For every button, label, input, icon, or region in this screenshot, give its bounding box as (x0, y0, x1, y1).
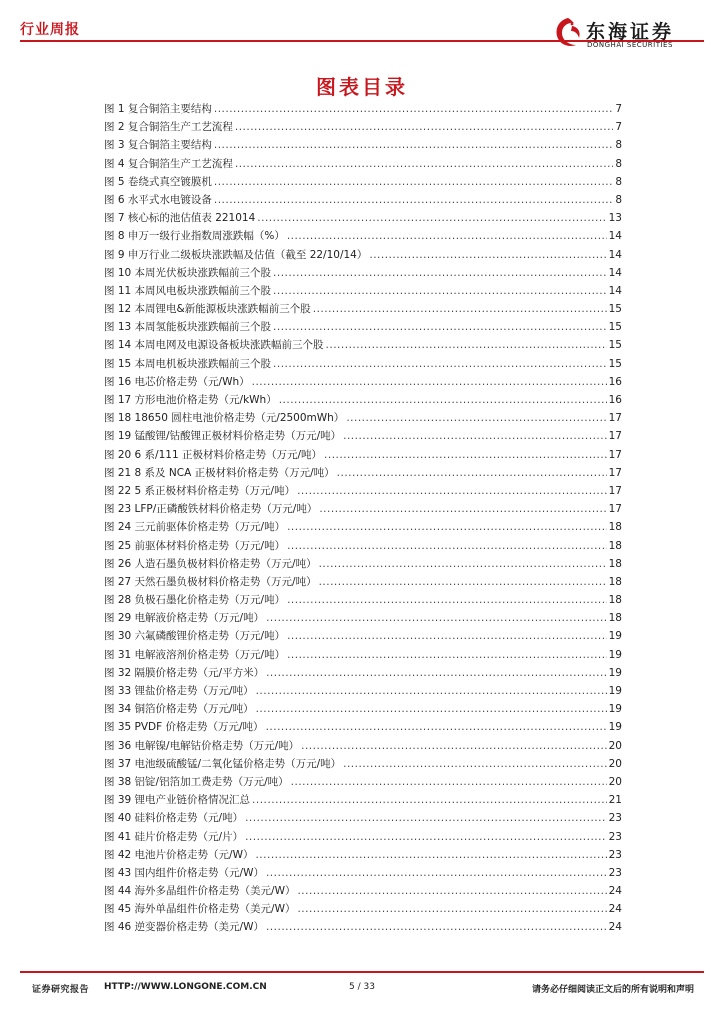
footer-page-number: 5 / 33 (349, 982, 375, 992)
toc-dot-leader (297, 485, 607, 497)
toc-dot-leader (266, 921, 607, 933)
toc-dot-leader (313, 303, 607, 315)
toc-entry-page: 17 (608, 484, 622, 497)
footer-disclaimer: 请务必仔细阅读正文后的所有说明和声明 (531, 985, 694, 995)
toc-dot-leader (266, 667, 607, 679)
toc-dot-leader (256, 703, 607, 715)
toc-dot-leader (252, 794, 607, 806)
toc-entry-page: 20 (608, 757, 622, 770)
toc-entry-label: 图 42 电池片价格走势（元/W） (104, 848, 254, 861)
toc-entry-page: 23 (608, 848, 622, 861)
toc-dot-leader (287, 649, 607, 661)
toc-entry-label: 图 29 电解液价格走势（万元/吨） (104, 612, 265, 625)
toc-dot-leader (273, 285, 607, 297)
toc-entry-page: 24 (608, 903, 622, 916)
toc-entry-label: 图 46 逆变器价格走势（美元/W） (104, 921, 264, 934)
toc-dot-leader (256, 685, 607, 697)
toc-entry[interactable] (104, 283, 622, 301)
toc-entry-label: 图 44 海外多晶组件价格走势（美元/W） (104, 885, 296, 898)
toc-entry-label: 图 21 8 系及 NCA 正极材料价格走势（万元/吨） (104, 466, 335, 479)
toc-entry-label: 图 22 5 系正极材料价格走势（万元/吨） (104, 484, 296, 497)
toc-entry-page: 18 (608, 594, 622, 607)
toc-entry[interactable] (104, 756, 622, 774)
logo-chinese-name: 东海证券 (586, 21, 675, 43)
toc-entry[interactable] (104, 574, 622, 592)
toc-dot-leader (287, 594, 607, 606)
toc-dot-leader (266, 721, 607, 733)
toc-entry-page: 19 (608, 703, 622, 716)
toc-entry-page: 18 (608, 612, 622, 625)
footer-website-link[interactable]: HTTP://WWW.LONGONE.COM.CN (104, 982, 267, 992)
toc-entry[interactable] (104, 719, 622, 737)
toc-entry[interactable] (104, 883, 622, 901)
company-logo (552, 16, 702, 52)
logo-english-name: DONGHAI SECURITIES (587, 41, 673, 49)
toc-entry-label: 图 45 海外单晶组件价格走势（美元/W） (104, 903, 296, 916)
toc-entry[interactable] (104, 265, 622, 283)
toc-entry[interactable] (104, 501, 622, 519)
toc-entry[interactable] (104, 174, 622, 192)
toc-entry-page: 19 (608, 666, 622, 679)
toc-entry[interactable] (104, 210, 622, 228)
toc-entry[interactable] (104, 337, 622, 355)
toc-entry[interactable] (104, 356, 622, 374)
toc-entry-page: 13 (608, 212, 622, 225)
toc-entry-label: 图 35 PVDF 价格走势（万元/吨） (104, 721, 264, 734)
toc-entry-label: 图 4 复合铜箔生产工艺流程 (104, 157, 233, 170)
toc-dot-leader (287, 540, 607, 552)
toc-entry[interactable] (104, 410, 622, 428)
toc-entry-label: 图 27 天然石墨负极材料价格走势（万元/吨） (104, 575, 317, 588)
toc-dot-leader (301, 740, 607, 752)
toc-entry-page: 14 (608, 266, 622, 279)
toc-entry-page: 24 (608, 921, 622, 934)
toc-dot-leader (319, 576, 607, 588)
toc-dot-leader (324, 449, 607, 461)
toc-dot-leader (343, 430, 607, 442)
toc-dot-leader (235, 121, 613, 133)
toc-entry-label: 图 25 前驱体材料价格走势（万元/吨） (104, 539, 286, 552)
footer-report-label: 证券研究报告 (32, 985, 90, 995)
toc-dot-leader (266, 612, 607, 624)
toc-entry[interactable] (104, 192, 622, 210)
toc-dot-leader (214, 103, 613, 115)
toc-entry-label: 图 12 本周锂电&新能源板块涨跌幅前三个股 (104, 303, 311, 316)
toc-entry-page: 14 (608, 284, 622, 297)
toc-entry-page: 8 (615, 157, 622, 170)
toc-entry[interactable] (104, 319, 622, 337)
toc-entry[interactable] (104, 519, 622, 537)
toc-entry[interactable] (104, 701, 622, 719)
toc-dot-leader (266, 867, 607, 879)
toc-entry-page: 21 (608, 794, 622, 807)
toc-dot-leader (319, 503, 606, 515)
toc-entry[interactable] (104, 447, 622, 465)
toc-entry-page: 14 (608, 230, 622, 243)
toc-entry[interactable] (104, 810, 622, 828)
toc-dot-leader (245, 831, 607, 843)
toc-entry-label: 图 1 复合铜箔主要结构 (104, 103, 212, 115)
toc-entry-label: 图 20 6 系/111 正极材料价格走势（万元/吨） (104, 448, 323, 461)
toc-entry-label: 图 15 本周电机板块涨跌幅前三个股 (104, 357, 272, 370)
toc-entry[interactable] (104, 865, 622, 883)
toc-list (104, 101, 622, 938)
toc-entry-label: 图 8 申万一级行业指数周涨跌幅（%） (104, 230, 285, 243)
toc-entry[interactable] (104, 665, 622, 683)
toc-entry-label: 图 17 方形电池价格走势（元/kWh） (104, 394, 277, 406)
toc-entry-page: 18 (608, 521, 622, 534)
toc-entry[interactable] (104, 792, 622, 810)
toc-entry-page: 17 (608, 412, 622, 425)
dragon-logo-icon (552, 16, 584, 50)
toc-entry[interactable] (104, 428, 622, 446)
toc-entry-label: 图 33 锂盐价格走势（万元/吨） (104, 685, 254, 697)
toc-dot-leader (287, 230, 607, 242)
toc-dot-leader (291, 776, 607, 788)
toc-dot-leader (273, 321, 607, 333)
report-type-label: 行业周报 (20, 22, 80, 38)
toc-entry-label: 图 39 锂电产业链价格情况汇总 (104, 794, 251, 807)
toc-entry-page: 23 (608, 812, 622, 825)
toc-entry-page: 16 (608, 394, 622, 406)
toc-entry[interactable] (104, 847, 622, 865)
toc-entry-page: 18 (608, 575, 622, 588)
toc-entry-page: 18 (608, 557, 622, 570)
toc-entry[interactable] (104, 738, 622, 756)
toc-entry-page: 23 (608, 830, 622, 843)
toc-entry-page: 24 (608, 885, 622, 898)
toc-entry-label: 图 10 本周光伏板块涨跌幅前三个股 (104, 266, 272, 279)
toc-dot-leader (297, 885, 606, 897)
toc-entry-label: 图 30 六氟磷酸锂价格走势（万元/吨） (104, 630, 286, 643)
toc-entry-page: 16 (608, 375, 622, 388)
toc-entry-label: 图 26 人造石墨负极材料价格走势（万元/吨） (104, 557, 317, 570)
toc-entry[interactable] (104, 374, 622, 392)
toc-dot-leader (287, 521, 607, 533)
toc-dot-leader (214, 176, 613, 188)
toc-entry-page: 15 (608, 357, 622, 370)
toc-entry[interactable] (104, 610, 622, 628)
toc-entry-page: 15 (608, 321, 622, 334)
toc-entry-label: 图 2 复合铜箔生产工艺流程 (104, 121, 233, 134)
toc-entry[interactable] (104, 137, 622, 155)
toc-entry-page: 14 (608, 248, 622, 261)
toc-entry-label: 图 19 锰酸锂/钴酸锂正极材料价格走势（万元/吨） (104, 430, 342, 443)
toc-entry[interactable] (104, 119, 622, 137)
toc-entry-label: 图 31 电解液溶剂价格走势（万元/吨） (104, 648, 286, 661)
toc-dot-leader (235, 158, 613, 170)
toc-entry[interactable] (104, 538, 622, 556)
toc-entry[interactable] (104, 774, 622, 792)
toc-entry-page: 20 (608, 775, 622, 788)
toc-entry-page: 8 (615, 193, 622, 206)
toc-dot-leader (255, 849, 606, 861)
toc-entry-label: 图 43 国内组件价格走势（元/W） (104, 866, 264, 879)
toc-entry[interactable] (104, 156, 622, 174)
toc-entry[interactable] (104, 592, 622, 610)
toc-entry-page: 17 (608, 466, 622, 479)
toc-entry[interactable] (104, 556, 622, 574)
toc-entry-label: 图 40 硅料价格走势（元/吨） (104, 812, 244, 825)
toc-entry[interactable] (104, 392, 622, 410)
toc-entry-label: 图 14 本周电网及电源设备板块涨跌幅前三个股 (104, 339, 324, 352)
toc-entry-label: 图 36 电解镍/电解钴价格走势（万元/吨） (104, 739, 300, 752)
toc-dot-leader (326, 339, 607, 351)
toc-entry-page: 19 (608, 685, 622, 697)
toc-entry[interactable] (104, 301, 622, 319)
toc-dot-leader (319, 558, 607, 570)
toc-entry-page: 17 (608, 503, 622, 516)
toc-entry-page: 8 (615, 139, 622, 152)
toc-entry-page: 19 (608, 630, 622, 643)
toc-dot-leader (273, 267, 607, 279)
toc-entry-page: 23 (608, 866, 622, 879)
toc-entry-label: 图 6 水平式水电镀设备 (104, 193, 212, 206)
toc-entry-page: 18 (608, 539, 622, 552)
toc-entry[interactable] (104, 465, 622, 483)
toc-entry[interactable] (104, 901, 622, 919)
toc-entry-label: 图 9 申万行业二级板块涨跌幅及估值（截至 22/10/14） (104, 248, 368, 261)
toc-entry-label: 图 13 本周氢能板块涨跌幅前三个股 (104, 321, 272, 334)
toc-entry[interactable] (104, 228, 622, 246)
toc-entry-label: 图 41 硅片价格走势（元/片） (104, 830, 244, 843)
toc-entry-label: 图 34 铜箔价格走势（万元/吨） (104, 703, 254, 716)
toc-dot-leader (273, 358, 607, 370)
toc-entry-page: 17 (608, 448, 622, 461)
toc-entry[interactable] (104, 647, 622, 665)
toc-dot-leader (245, 812, 607, 824)
toc-entry-page: 8 (615, 175, 622, 188)
toc-entry-page: 7 (615, 121, 622, 134)
toc-entry[interactable] (104, 101, 622, 119)
toc-entry-page: 7 (615, 103, 622, 115)
toc-entry-label: 图 3 复合铜箔主要结构 (104, 139, 212, 152)
toc-dot-leader (257, 212, 606, 224)
toc-entry[interactable] (104, 483, 622, 501)
toc-dot-leader (369, 249, 606, 261)
toc-dot-leader (214, 194, 613, 206)
toc-entry-label: 图 32 隔膜价格走势（元/平方米） (104, 666, 265, 679)
toc-entry-label: 图 16 电芯价格走势（元/Wh） (104, 375, 250, 388)
toc-entry[interactable] (104, 919, 622, 937)
toc-entry[interactable] (104, 683, 622, 701)
toc-dot-leader (343, 758, 607, 770)
toc-dot-leader (287, 630, 607, 642)
footer-divider (20, 971, 704, 973)
toc-title: 图表目录 (316, 75, 408, 99)
toc-entry-page: 19 (608, 648, 622, 661)
toc-dot-leader (279, 394, 607, 406)
toc-entry-label: 图 28 负极石墨化价格走势（万元/吨） (104, 594, 286, 607)
toc-entry-label: 图 7 核心标的池估值表 221014 (104, 212, 256, 225)
toc-entry[interactable] (104, 628, 622, 646)
toc-entry-page: 17 (608, 430, 622, 443)
toc-entry[interactable] (104, 829, 622, 847)
toc-entry-label: 图 38 铝锭/铝箔加工费走势（万元/吨） (104, 775, 289, 788)
toc-entry-label: 图 37 电池级硫酸锰/二氧化锰价格走势（万元/吨） (104, 757, 342, 770)
toc-dot-leader (297, 903, 606, 915)
toc-dot-leader (346, 412, 606, 424)
toc-entry-label: 图 5 卷绕式真空镀膜机 (104, 175, 212, 188)
toc-entry-page: 15 (608, 339, 622, 352)
toc-entry[interactable] (104, 247, 622, 265)
toc-dot-leader (214, 139, 613, 151)
toc-entry-page: 15 (608, 303, 622, 316)
toc-dot-leader (337, 467, 607, 479)
toc-entry-page: 19 (608, 721, 622, 734)
toc-entry-label: 图 24 三元前驱体价格走势（万元/吨） (104, 521, 286, 534)
page-header (0, 0, 724, 48)
toc-dot-leader (252, 376, 607, 388)
toc-entry-page: 20 (608, 739, 622, 752)
toc-entry-label: 图 23 LFP/正磷酸铁材料价格走势（万元/吨） (104, 503, 318, 516)
toc-entry-label: 图 11 本周风电板块涨跌幅前三个股 (104, 284, 272, 297)
toc-entry-label: 图 18 18650 圆柱电池价格走势（元/2500mWh） (104, 412, 345, 425)
